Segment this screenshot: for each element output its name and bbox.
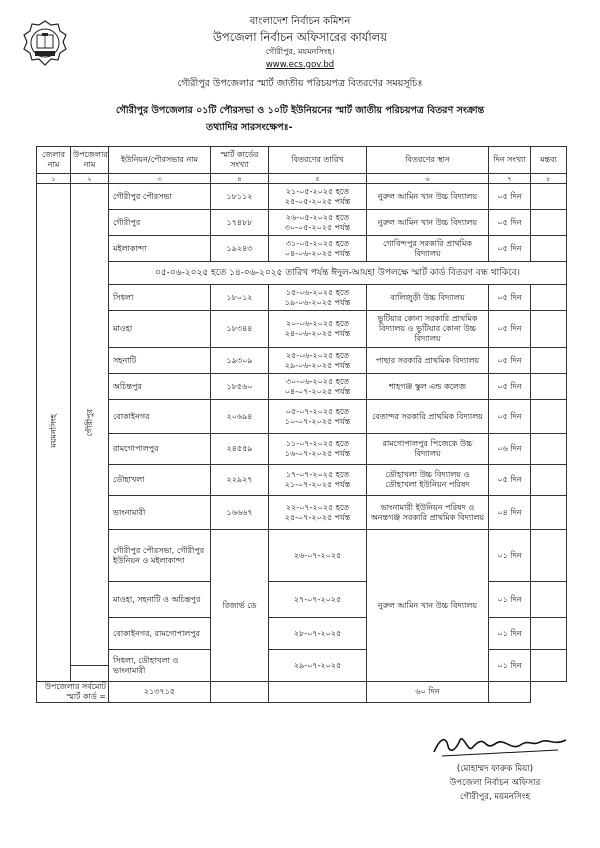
reserve-date: ২৬-০৭-২০২৫ [269,530,367,582]
distribution-place: বালিজুড়ী উচ্চ বিদ্যালয় [367,285,489,311]
holiday-note: ০৫-০৬-২০২৫ হতে ১৪-০৬-২০২৫ তারিখ পর্যন্ত ঈদুল-আযহা উপলক্ষে স্মার্ট কার্ড বিতরণ বন্ধ থাকিবে। [109,262,567,285]
card-count: ২০৬৯৪ [211,400,269,434]
remarks-cell [531,311,567,348]
union-name: সহনাটি [109,348,211,374]
day-count: ০৫ দিন [489,236,531,262]
card-count: ১৮৩৪৪ [211,311,269,348]
day-count: ০১ দিন [489,618,531,650]
table-header-row [37,147,567,174]
remarks-cell [531,400,567,434]
card-count: ১৮০১২ [211,285,269,311]
day-count: ০৫ দিন [489,210,531,236]
union-name: সিধলা, ডৌহাখলা ও ভাংনামারী [109,650,211,682]
union-name: ভাংনামারী [109,496,211,530]
distribution-date: ৩১-০৫-২০২৫ হতে ০৪-০৬-২০২৫ পর্যন্ত [269,236,367,262]
total-cards: ২১৩৭১৫ [109,682,211,703]
distribution-date: ১৭-০৭-২০২৫ হতে ২১-০৭-২০২৫ পর্যন্ত [269,465,367,496]
distribution-date: ২২-০৭-২০২৫ হতে ২৫-০৭-২০২৫ পর্যন্ত [269,496,367,530]
table-row [37,348,567,374]
total-row [37,682,567,703]
distribution-place: পাছার সরকারি প্রাথমিক বিদ্যালয় [367,348,489,374]
remarks-cell [531,236,567,262]
table-row [37,434,567,465]
remarks-cell [531,434,567,465]
col-number: ৩ [109,174,211,184]
district-name: ময়মনসিংহ [48,414,58,448]
distribution-place: ভাংনামারী ইউনিয়ন পরিষদ ও অনন্তগঞ্জ সরকারি প্রাথমিক বিদ্যালয় [367,496,489,530]
day-count: ০৬ দিন [489,434,531,465]
union-name: রামগোপালপুর [109,434,211,465]
day-count: ০৪ দিন [489,496,531,530]
card-count: ১৭৪৮৮ [211,210,269,236]
table-row [37,496,567,530]
distribution-place: নুরুল আমিন খান উচ্চ বিদ্যালয় [367,530,489,682]
remarks-cell [531,465,567,496]
table-row [37,530,567,556]
header-cell-date: বিতরণের তারিখ [269,147,367,174]
remarks-cell [531,210,567,236]
col-number: ২ [71,174,109,184]
holiday-note-row [37,262,567,285]
day-count: ০৫ দিন [489,374,531,400]
header-cell-cards: স্মার্ট কার্ডের সংখ্যা [211,147,269,174]
union-name: ডৌহাখলা [109,465,211,496]
document-subtitle: তথ্যাদির সারসংক্ষেপঃ- [206,122,293,133]
handwritten-signature [430,730,570,760]
col-number: ৪ [211,174,269,184]
day-count: ০৫ দিন [489,348,531,374]
total-label: উপজেলার সর্বমোট স্মার্ট কার্ড = [37,682,109,703]
remarks-cell [531,530,567,582]
remarks-cell [531,496,567,530]
distribution-date: ২৬-০৫-২০২৫ হতে ৩০-০৫-২০২৫ পর্যন্ত [269,210,367,236]
district-cell [37,184,71,682]
signatory-designation: উপজেলা নির্বাচন অফিসার [449,778,541,788]
col-number: ৮ [531,174,567,184]
table-row [37,285,567,311]
distribution-date: ২৫-০৬-২০২৫ হতে ২৯-০৬-২০২৫ পর্যন্ত [269,348,367,374]
union-name: বোকাইনগর [109,400,211,434]
union-name: বোকাইনগর, রামগোপালপুর [109,618,211,650]
card-count: ১৯২৪৩ [211,236,269,262]
table-row [37,184,567,210]
union-name: মাওহা, সহনাটি ও অচিন্তপুর [109,582,211,618]
col-number: ৫ [269,174,367,184]
reserve-date: ২৮-০৭-২০২৫ [269,618,367,650]
distribution-date: ০৫-০৭-২০২৫ হতে ১০-০৭-২০২৫ পর্যন্ত [269,400,367,434]
total-empty [269,682,367,703]
header-cell-upazila: উপজেলার নাম [71,147,109,174]
distribution-date: ২১-০৫-২০২৫ হতে ২৫-০৫-২০২৫ পর্যন্ত [269,184,367,210]
card-count: ২২৯২৭ [211,465,269,496]
remarks-cell [531,184,567,210]
column-number-row [37,174,567,184]
distribution-place: নুরুল আমিন খান উচ্চ বিদ্যালয় [367,184,489,210]
col-number: ৬ [367,174,489,184]
signatory-name: (মোহাম্মদ ফারুক মিয়া) [456,764,534,774]
total-days: ৬০ দিন [367,682,489,703]
day-count: ০৫ দিন [489,184,531,210]
table-row [37,374,567,400]
table-row [37,465,567,496]
day-count: ০৫ দিন [489,400,531,434]
remarks-cell [531,285,567,311]
header-website-link[interactable]: www.ecs.gov.bd [265,60,335,70]
union-name: মইলাকান্দা [109,236,211,262]
remarks-cell [531,618,567,650]
distribution-place: ডৌহাখলা উচ্চ বিদ্যালয় ও ডৌহাখলা ইউনিয়ন পরিষদ [367,465,489,496]
signatory-place: গৌরীপুর, ময়মনসিংহ [459,792,531,802]
distribution-date: ২০-০৬-২০২৫ হতে ২৪-০৬-২০২৫ পর্যন্ত [269,311,367,348]
header-location: গৌরীপুর, ময়মনসিংহ। [265,47,335,56]
reserve-date: ২৯-০৭-২০২৫ [269,650,367,682]
day-count: ০৫ দিন [489,465,531,496]
union-name: গৌরীপুর [109,210,211,236]
reserve-day-label: রিজার্ভ ডে [211,530,269,682]
header-schedule-title: গৌরীপুর উপজেলার স্মার্ট জাতীয় পরিচয়পত্র বিতরণের সময়সূচিঃ [177,78,423,89]
remarks-cell [531,650,567,682]
document-title: গৌরীপুর উপজেলার ০১টি পৌরসভা ও ১০টি ইউনিয়নের স্মার্ট জাতীয় পরিচয়পত্র বিতরণ সংক্রান্ত [115,105,485,116]
distribution-date: ১১-০৭-২০২৫ হতে ১৬-০৭-২০২৫ পর্যন্ত [269,434,367,465]
day-count: ০৫ দিন [489,311,531,348]
header-commission: বাংলাদেশ নির্বাচন কমিশন [249,16,351,27]
card-count: ২৪৫৫৯ [211,434,269,465]
union-name: সিধলা [109,285,211,311]
day-count: ০৫ দিন [489,285,531,311]
union-name: গৌরীপুর পৌরসভা [109,184,211,210]
header-cell-days: দিন সংখ্যা [489,147,531,174]
distribution-place: শাহগঞ্জ স্কুল এন্ড কলেজ [367,374,489,400]
union-name: গৌরীপুর পৌরসভা, গৌরীপুর ইউনিয়ন ও মইলাকান্দা [109,530,211,582]
header-office: উপজেলা নির্বাচন অফিসারের কার্যালয় [212,30,388,44]
table-row [37,400,567,434]
table-row [37,236,567,262]
day-count: ০১ দিন [489,582,531,618]
remarks-cell [531,348,567,374]
card-count: ১৮৫৬০ [211,374,269,400]
union-name: অচিন্তপুর [109,374,211,400]
day-count: ০১ দিন [489,530,531,582]
distribution-place: নুরুল আমিন খান উচ্চ বিদ্যালয় [367,210,489,236]
remarks-cell [531,582,567,618]
upazila-cell [71,184,109,666]
remarks-cell [489,682,531,703]
col-number: ১ [37,174,71,184]
distribution-date: ৩০-০৬-২০২৫ হতে ০৪-০৭-২০২৫ পর্যন্ত [269,374,367,400]
distribution-place: রামগোপালপুর পিজেকে উচ্চ বিদ্যালয় [367,434,489,465]
remarks-cell [531,374,567,400]
header-cell-district: জেলার নাম [37,147,71,174]
card-count: ১৮১১২ [211,184,269,210]
reserve-date: ২৭-০৭-২০২৫ [269,582,367,618]
upazila-name: গৌরীপুর [84,409,94,437]
distribution-schedule-table [36,146,567,703]
distribution-date: ১৫-০৬-২০২৫ হতে ১৯-০৬-২০২৫ পর্যন্ত [269,285,367,311]
header-cell-remarks: মন্তব্য [531,147,567,174]
distribution-place: বেতান্দর সরকারি প্রাথমিক বিদ্যালয় [367,400,489,434]
table-row [37,311,567,348]
distribution-place: ভুটিয়ার কোনা সরকারি প্রাথমিক বিদ্যালয় ও ভুটিয়ার কোনা উচ্চ বিদ্যালয় [367,311,489,348]
header-cell-union: ইউনিয়ন/পৌরসভার নাম [109,147,211,174]
day-count: ০১ দিন [489,650,531,682]
card-count: ১৯৩০৯ [211,348,269,374]
col-number: ৭ [489,174,531,184]
table-row [37,210,567,236]
card-count: ১৬৬৬৭ [211,496,269,530]
distribution-place: গোবিন্দপুর সরকারি প্রাথমিক বিদ্যালয় [367,236,489,262]
union-name: মাওহা [109,311,211,348]
total-empty [211,682,269,703]
header-cell-place: বিতরণের স্থান [367,147,489,174]
